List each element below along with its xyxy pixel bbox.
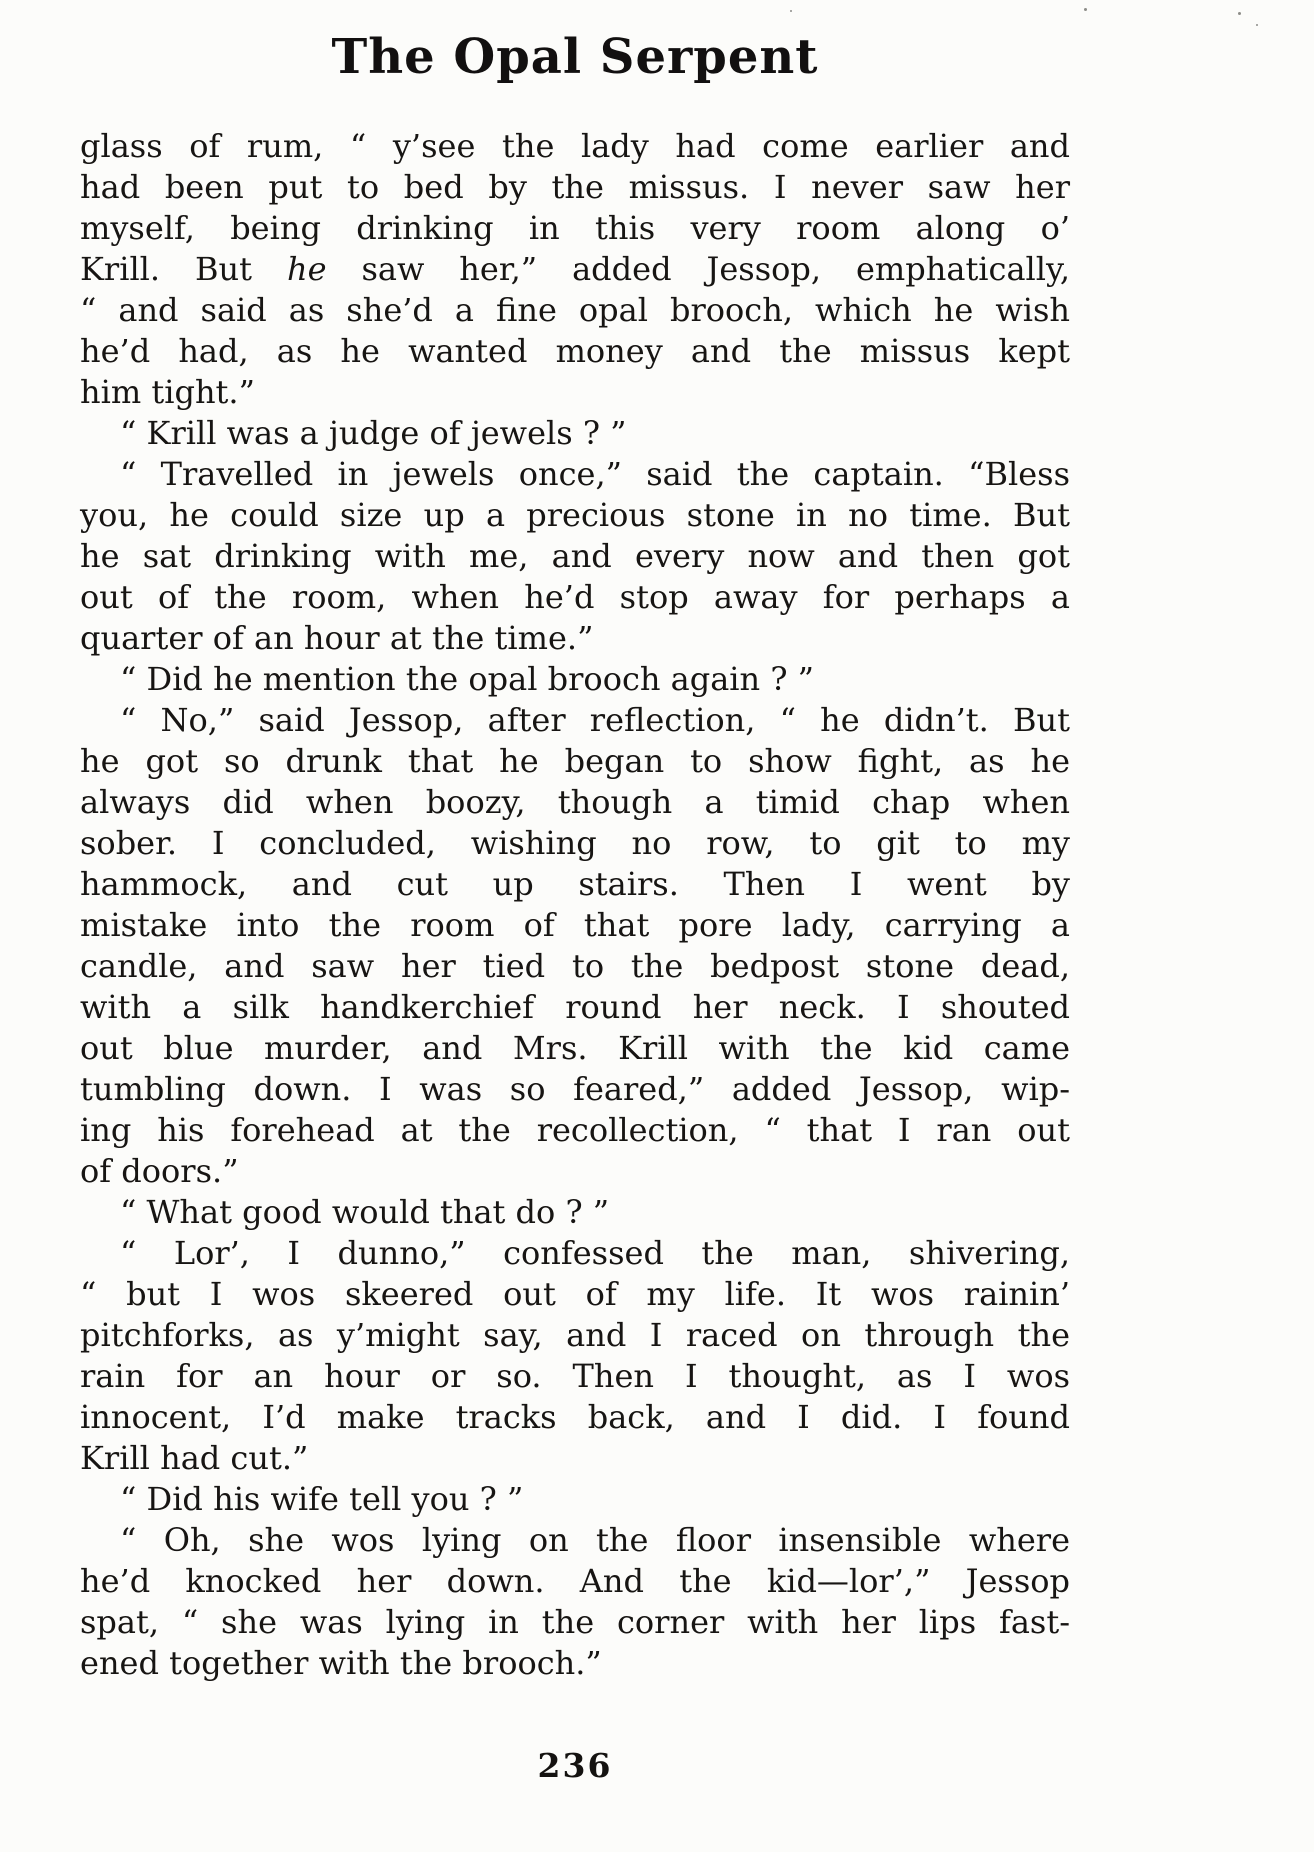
text-line: he’d knocked her down. And the kid—lor’,” Jessop bbox=[80, 1562, 1070, 1600]
text-line: you, he could size up a precious stone in no time. But bbox=[80, 496, 1070, 534]
text-line: mistake into the room of that pore lady, carrying a bbox=[80, 906, 1070, 944]
text-line: hammock, and cut up stairs. Then I went by bbox=[80, 865, 1070, 903]
text-line: he’d had, as he wanted money and the missus kept bbox=[80, 332, 1070, 370]
paragraph bbox=[80, 1192, 1070, 1233]
text-line: spat, “ she was lying in the corner with her lips fast- bbox=[80, 1603, 1070, 1641]
text-line: out blue murder, and Mrs. Krill with the kid came bbox=[80, 1029, 1070, 1067]
text-line: sober. I concluded, wishing no row, to git to my bbox=[80, 824, 1070, 862]
text-line: of doors.” bbox=[80, 1152, 239, 1190]
text-line: “ Did his wife tell you ? ” bbox=[120, 1480, 524, 1518]
body-text bbox=[80, 126, 1070, 1684]
text-line: ened together with the brooch.” bbox=[80, 1644, 602, 1682]
text-line: Krill had cut.” bbox=[80, 1439, 309, 1477]
scan-speck bbox=[790, 10, 792, 12]
page-number: 236 bbox=[537, 1746, 613, 1785]
text-line: him tight.” bbox=[80, 373, 255, 411]
text-line: “ What good would that do ? ” bbox=[120, 1193, 610, 1231]
text-line: glass of rum, “ y’see the lady had come earlier and bbox=[80, 127, 1070, 165]
text-line: with a silk handkerchief round her neck. I shouted bbox=[80, 988, 1070, 1026]
page-content bbox=[80, 0, 1070, 1785]
paragraph bbox=[80, 454, 1070, 659]
page-title: The Opal Serpent bbox=[331, 29, 819, 85]
text-line: “ but I wos skeered out of my life. It wos rainin’ bbox=[80, 1275, 1070, 1313]
text-line: always did when boozy, though a timid chap when bbox=[80, 783, 1070, 821]
text-line: pitchforks, as y’might say, and I raced on through the bbox=[80, 1316, 1070, 1354]
text-line: he sat drinking with me, and every now and then got bbox=[80, 537, 1070, 575]
paragraph bbox=[80, 659, 1070, 700]
text-line: “ No,” said Jessop, after reflection, “ he didn’t. But bbox=[120, 701, 1070, 739]
text-line: tumbling down. I was so feared,” added Jessop, wip- bbox=[80, 1070, 1070, 1108]
text-line: “ Krill was a judge of jewels ? ” bbox=[120, 414, 627, 452]
paragraph bbox=[80, 413, 1070, 454]
text-line: innocent, I’d make tracks back, and I did. I found bbox=[80, 1398, 1070, 1436]
scan-speck bbox=[1256, 24, 1258, 26]
scan-speck bbox=[1238, 12, 1241, 15]
text-line: out of the room, when he’d stop away for perhaps a bbox=[80, 578, 1070, 616]
text-line: had been put to bed by the missus. I never saw her bbox=[80, 168, 1070, 206]
paragraph bbox=[80, 700, 1070, 1192]
text-line: rain for an hour or so. Then I thought, as I wos bbox=[80, 1357, 1070, 1395]
paragraph bbox=[80, 1520, 1070, 1684]
text-line: “ Lor’, I dunno,” confessed the man, shivering, bbox=[120, 1234, 1070, 1272]
text-line: candle, and saw her tied to the bedpost stone dead, bbox=[80, 947, 1070, 985]
text-line: “ Oh, she wos lying on the floor insensible where bbox=[120, 1521, 1070, 1559]
paragraph bbox=[80, 1233, 1070, 1479]
scan-speck bbox=[1084, 8, 1087, 11]
text-line: ing his forehead at the recollection, “ that I ran out bbox=[80, 1111, 1070, 1149]
paragraph bbox=[80, 126, 1070, 413]
text-line: “ Did he mention the opal brooch again ? ” bbox=[120, 660, 814, 698]
text-line: Krill. But he saw her,” added Jessop, emphatically, bbox=[80, 250, 1071, 288]
text-line: myself, being drinking in this very room along o’ bbox=[80, 209, 1070, 247]
paragraph bbox=[80, 1479, 1070, 1520]
text-line: quarter of an hour at the time.” bbox=[80, 619, 594, 657]
text-line: “ and said as she’d a fine opal brooch, which he wish bbox=[80, 291, 1070, 329]
text-line: “ Travelled in jewels once,” said the captain. “Bless bbox=[120, 455, 1070, 493]
text-line: he got so drunk that he began to show fight, as he bbox=[80, 742, 1070, 780]
